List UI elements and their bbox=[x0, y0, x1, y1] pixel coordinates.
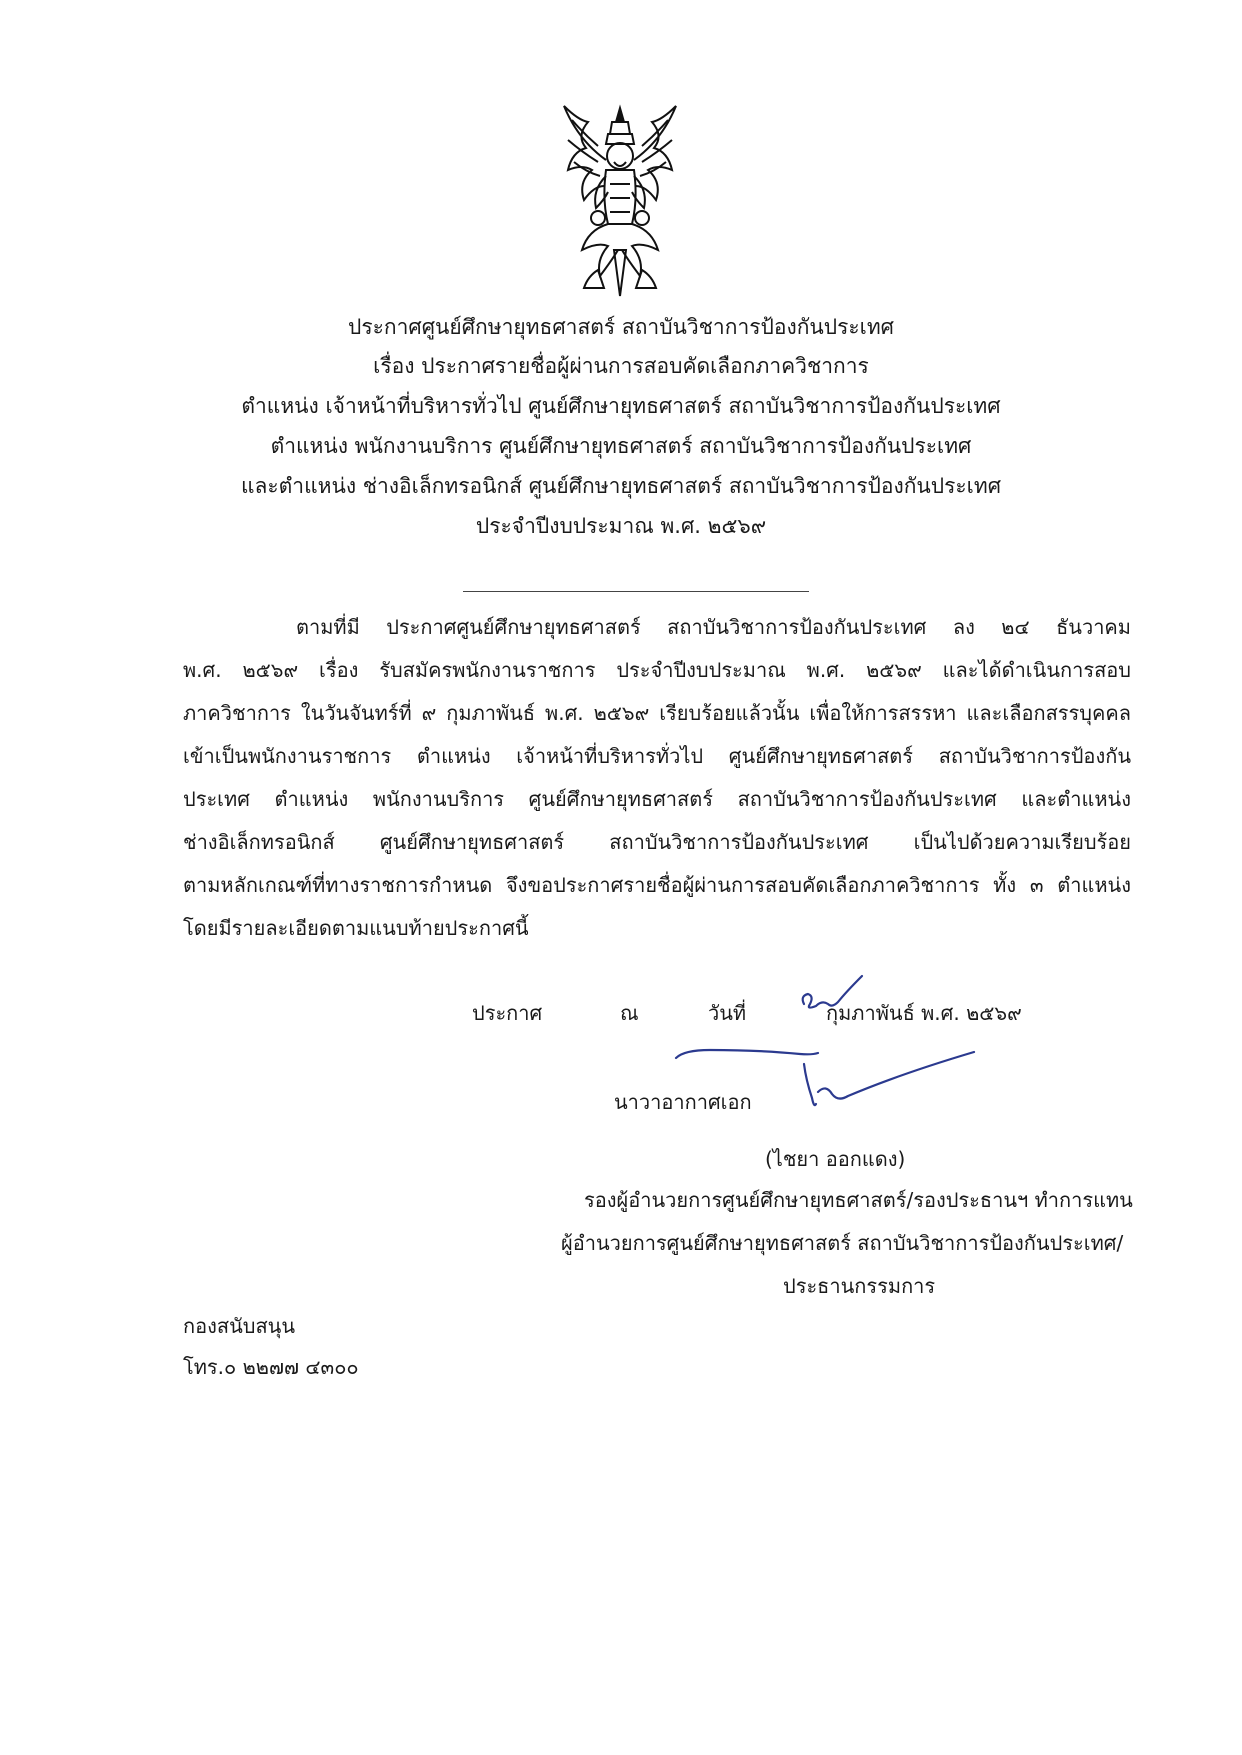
at-label: ณ bbox=[620, 1001, 639, 1025]
position-line-2: ตำแหน่ง พนักงานบริการ ศูนย์ศึกษายุทธศาสตร์ สถาบันวิชาการป้องกันประเทศ bbox=[270, 434, 972, 458]
garuda-emblem-icon bbox=[558, 100, 683, 305]
body-line: ช่างอิเล็กทรอนิกส์ ศูนย์ศึกษายุทธศาสตร์ สถาบันวิชาการป้องกันประเทศ เป็นไปด้วยความเรียบร้อย bbox=[183, 830, 1131, 854]
body-line: พ.ศ. ๒๕๖๙ เรื่อง รับสมัครพนักงานราชการ ประจำปีงบประมาณ พ.ศ. ๒๕๖๙ และได้ดำเนินการสอบ bbox=[183, 658, 1131, 682]
day-label: วันที่ bbox=[708, 1001, 747, 1025]
position-line-3: และตำแหน่ง ช่างอิเล็กทรอนิกส์ ศูนย์ศึกษายุทธศาสตร์ สถาบันวิชาการป้องกันประเทศ bbox=[240, 474, 1002, 498]
month-year: กุมภาพันธ์ พ.ศ. ๒๕๖๙ bbox=[826, 1001, 1022, 1025]
announcement-title: ประกาศศูนย์ศึกษายุทธศาสตร์ สถาบันวิชาการป้องกันประเทศ bbox=[347, 315, 895, 339]
signer-rank: นาวาอากาศเอก bbox=[614, 1090, 752, 1114]
body-line: ประเทศ ตำแหน่ง พนักงานบริการ ศูนย์ศึกษายุทธศาสตร์ สถาบันวิชาการป้องกันประเทศ และตำแหน่ง bbox=[183, 787, 1131, 811]
signer-title-line-2: ผู้อำนวยการศูนย์ศึกษายุทธศาสตร์ สถาบันวิชาการป้องกันประเทศ/ bbox=[561, 1231, 1124, 1255]
body-line: ตามหลักเกณฑ์ที่ทางราชการกำหนด จึงขอประกาศรายชื่อผู้ผ่านการสอบคัดเลือกภาควิชาการ ทั้ง ๓ ตำแหน่ง bbox=[183, 873, 1131, 897]
body-line: ภาควิชาการ ในวันจันทร์ที่ ๙ กุมภาพันธ์ พ.ศ. ๒๕๖๙ เรียบร้อยแล้วนั้น เพื่อให้การสรรหา และเลือกสรรบุคคล bbox=[183, 701, 1131, 725]
announced-label: ประกาศ bbox=[472, 1001, 543, 1025]
position-line-1: ตำแหน่ง เจ้าหน้าที่บริหารทั่วไป ศูนย์ศึกษายุทธศาสตร์ สถาบันวิชาการป้องกันประเทศ bbox=[241, 394, 1001, 418]
phone-number: โทร.๐ ๒๒๗๗ ๔๓๐๐ bbox=[183, 1355, 359, 1379]
divider bbox=[463, 591, 809, 592]
body-line: โดยมีรายละเอียดตามแนบท้ายประกาศนี้ bbox=[183, 916, 529, 940]
body-line: ตามที่มี ประกาศศูนย์ศึกษายุทธศาสตร์ สถาบันวิชาการป้องกันประเทศ ลง ๒๔ ธันวาคม bbox=[296, 615, 1131, 639]
signer-name: (ไชยา ออกแดง) bbox=[765, 1147, 906, 1171]
signer-title-line-1: รองผู้อำนวยการศูนย์ศึกษายุทธศาสตร์/รองประธานฯ ทำการแทน bbox=[584, 1188, 1133, 1212]
subject-line: เรื่อง ประกาศรายชื่อผู้ผ่านการสอบคัดเลือกภาควิชาการ bbox=[373, 354, 869, 378]
fiscal-year-line: ประจำปีงบประมาณ พ.ศ. ๒๕๖๙ bbox=[475, 514, 767, 538]
signer-title-line-3: ประธานกรรมการ bbox=[783, 1274, 936, 1298]
department-label: กองสนับสนุน bbox=[183, 1314, 296, 1338]
body-line: เข้าเป็นพนักงานราชการ ตำแหน่ง เจ้าหน้าที่บริหารทั่วไป ศูนย์ศึกษายุทธศาสตร์ สถาบันวิชาการป้องกัน bbox=[183, 744, 1131, 768]
